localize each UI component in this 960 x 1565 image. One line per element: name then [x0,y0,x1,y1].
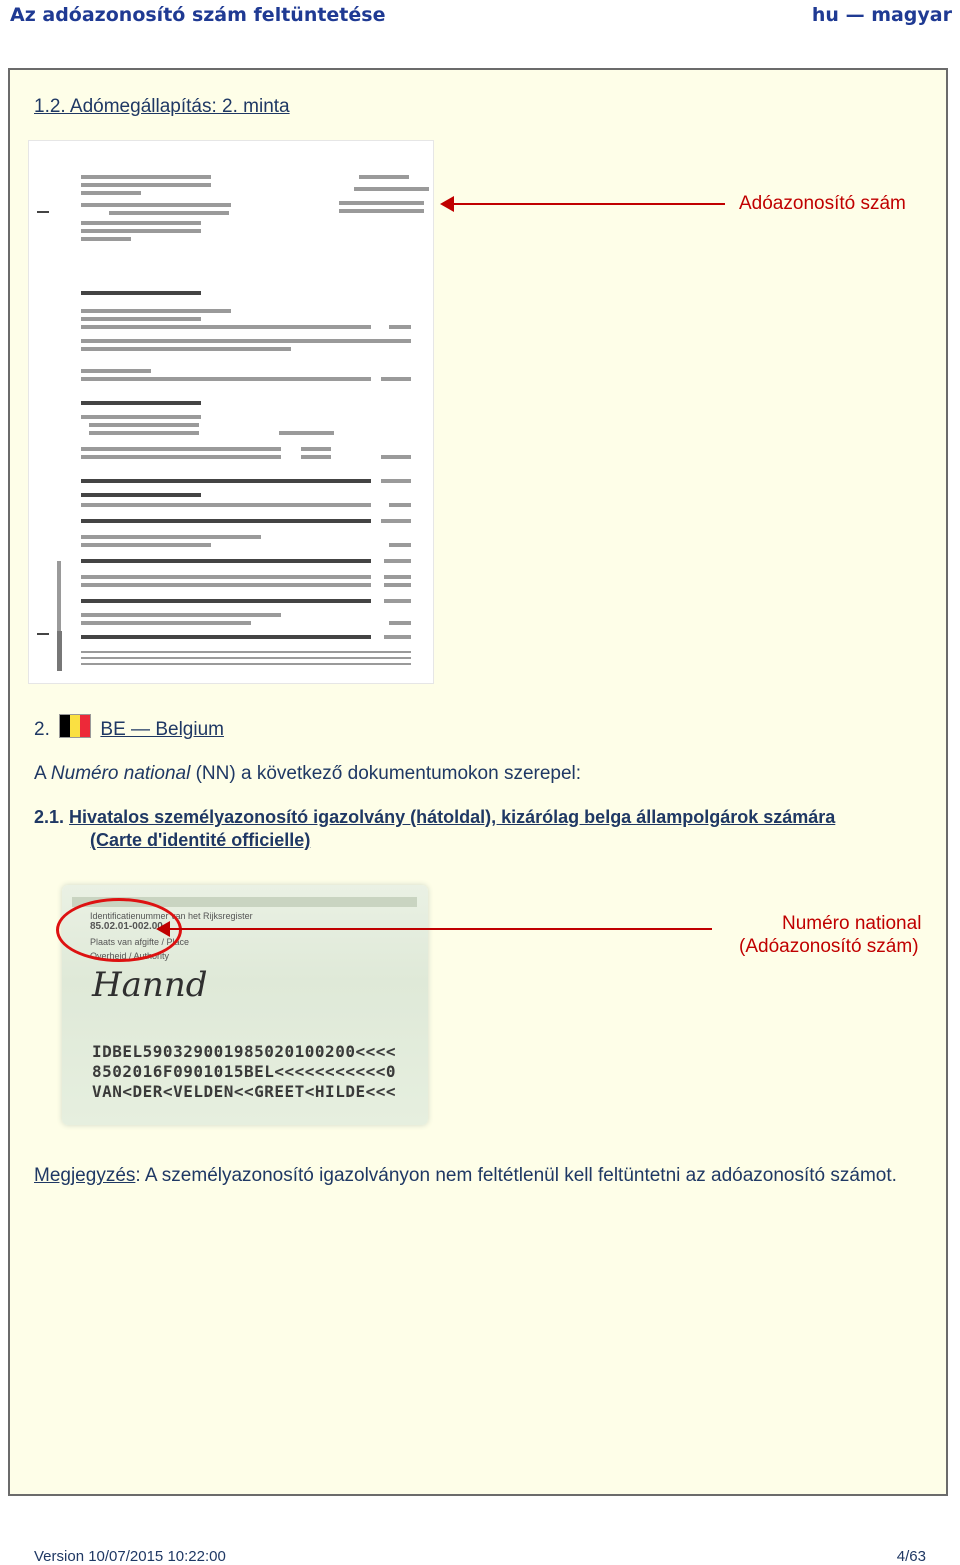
intro-text [34,763,581,785]
intro-pre: A [34,763,51,784]
tax-assessment-sample-image [28,140,434,684]
arrow-head-1 [440,196,454,212]
intro-post: (NN) a következő dokumentumokon szerepel: [190,763,582,784]
signature-image: Hannd [92,965,208,1005]
footer-version: Version 10/07/2015 10:22:00 [34,1548,226,1565]
annotation-adoazonosito-2: (Adóazonosító szám) [739,936,919,957]
sub-heading-line1: Hivatalos személyazonosító igazolvány (hátoldal), kizárólag belga állampolgárok számára [69,807,836,827]
id-card-back-image: Identificatienummer van het Rijksregister 85.02.01-002.00 Plaats van afgifte / Place Overheid / Authority Hannd IDBEL590329001985020100200<<<< 8502016F0901015BEL<<<<<<<<<<<0 VAN<DER<VELDEN<<GREET<HILDE<<< [62,885,428,1125]
arrow-line-1 [452,203,725,205]
page-header [0,0,960,30]
note-text: : A személyazonosító igazolványon nem feltétlenül kell feltüntetni az adóazonosító számot. [135,1165,897,1186]
sub-heading-line2: (Carte d'identité officielle) [90,830,311,850]
language-label: hu — magyar [811,4,952,26]
sub-number: 2.1. [34,807,65,827]
country-heading [34,714,224,741]
section-heading-adomegallapitas: 1.2. Adómegállapítás: 2. minta [34,96,290,117]
footer-page-number: 4/63 [896,1548,926,1565]
arrow-line-2 [168,928,712,930]
note-label: Megjegyzés [34,1165,136,1186]
mrz-line-1: IDBEL590329001985020100200<<<< [92,1042,396,1061]
section-number: 2. [34,719,50,740]
annotation-numero-national: Numéro national [782,913,922,934]
mrz-line-3: VAN<DER<VELDEN<<GREET<HILDE<<< [92,1082,396,1101]
annotation-adoazonosito: Adóazonosító szám [739,193,906,214]
intro-italic: Numéro national [50,763,191,784]
note-paragraph [34,1164,924,1187]
country-name: BE — Belgium [100,719,224,740]
belgium-flag-icon [59,714,91,738]
arrow-head-2 [156,921,170,937]
mrz-line-2: 8502016F0901015BEL<<<<<<<<<<<0 [92,1062,396,1081]
page-title: Az adóazonosító szám feltüntetése [10,4,386,26]
sub-heading [34,807,934,828]
